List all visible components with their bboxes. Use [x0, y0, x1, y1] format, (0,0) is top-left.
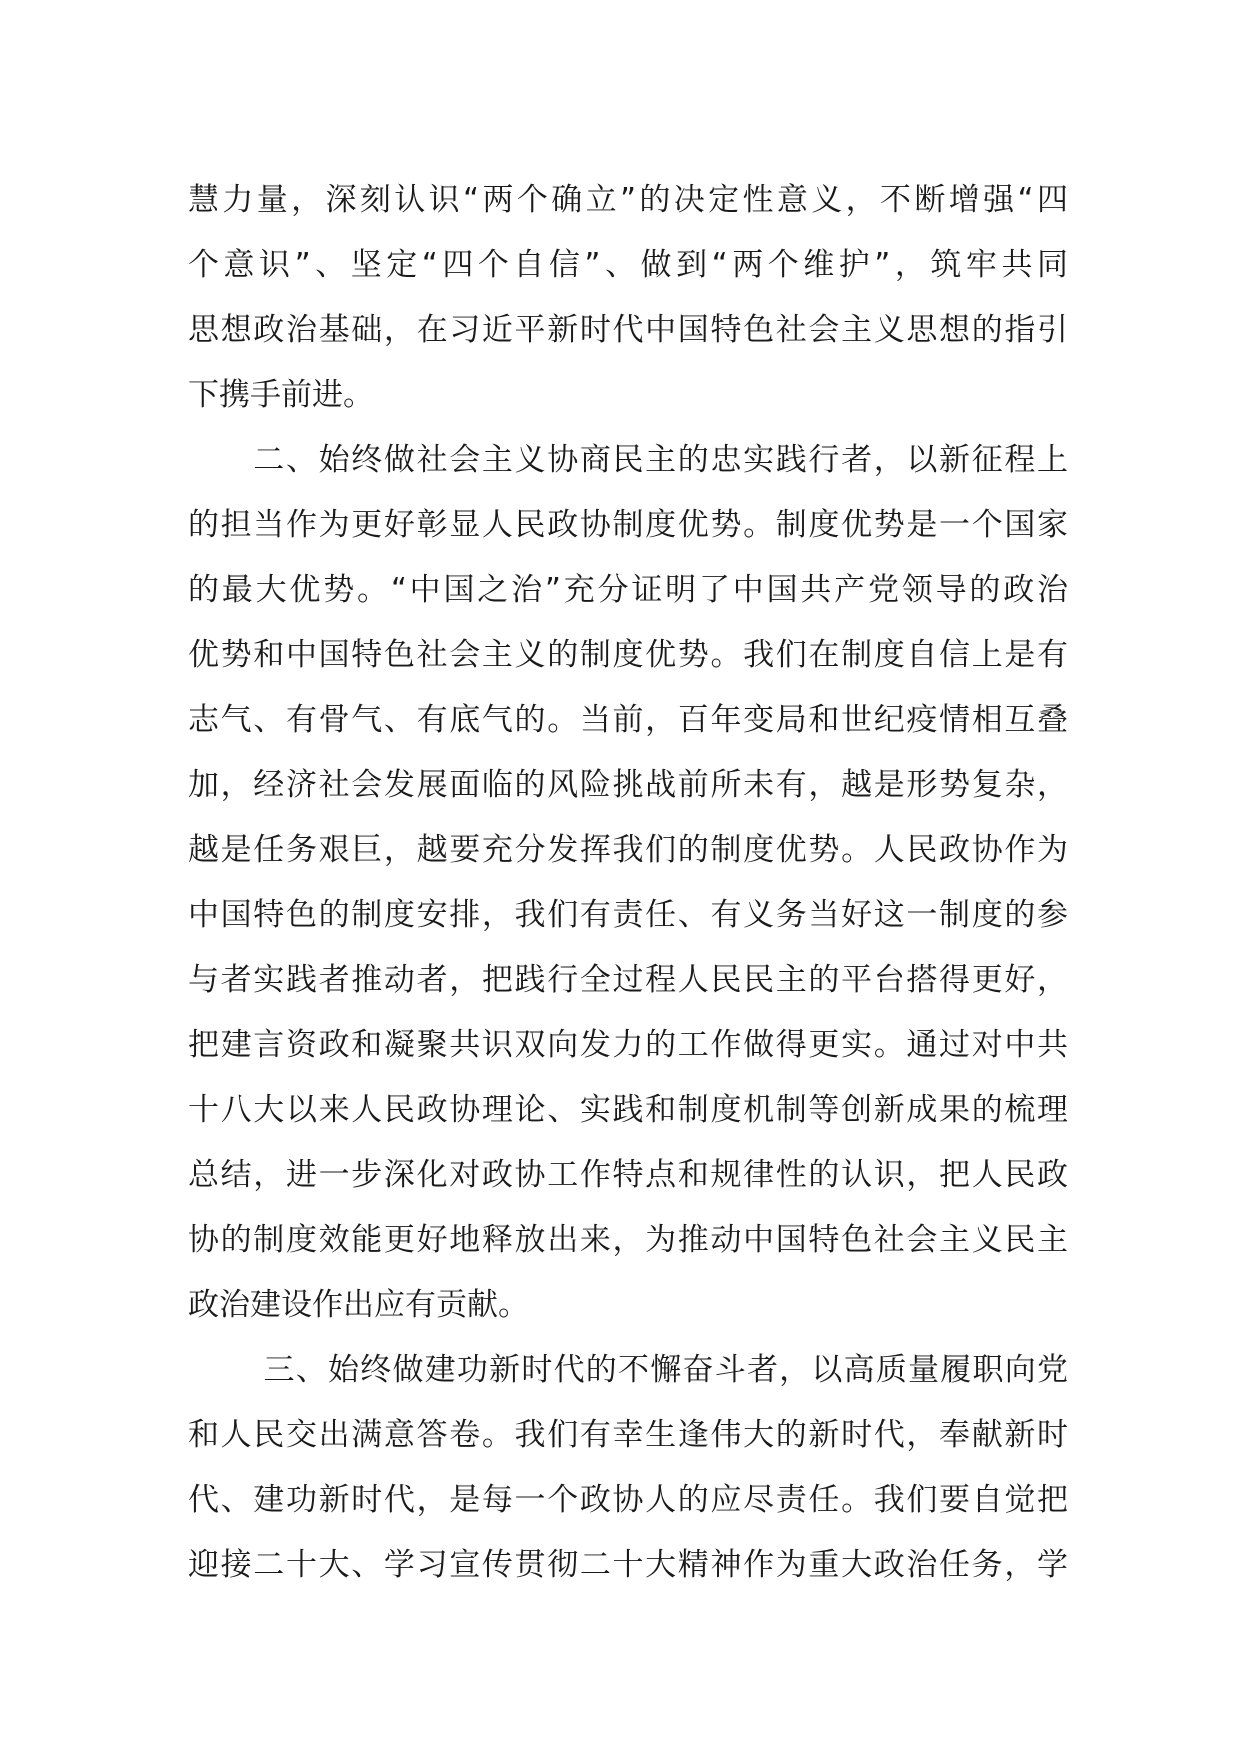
paragraph-2 [188, 428, 1068, 1338]
text-line: 优势和中国特色社会主义的制度优势。我们在制度自信上是有 [188, 637, 1068, 673]
text-line: 的担当作为更好彰显人民政协制度优势。制度优势是一个国家 [188, 507, 1068, 543]
text-line: 的最大优势。“中国之治”充分证明了中国共产党领导的政治 [188, 572, 1068, 608]
text-line: 代、建功新时代，是每一个政协人的应尽责任。我们要自觉把 [188, 1482, 1068, 1518]
text-line: 迎接二十大、学习宣传贯彻二十大精神作为重大政治任务，学 [188, 1547, 1068, 1583]
text-line: 与者实践者推动者，把践行全过程人民民主的平台搭得更好， [188, 962, 1068, 998]
text-line: 慧力量，深刻认识“两个确立”的决定性意义，不断增强“四 [188, 182, 1068, 218]
text-line: 总结，进一步深化对政协工作特点和规律性的认识，把人民政 [188, 1157, 1068, 1193]
body-text [188, 168, 1068, 1598]
text-line: 政治建设作出应有贡献。 [188, 1287, 529, 1323]
text-line: 二、始终做社会主义协商民主的忠实践行者，以新征程上 [188, 442, 1068, 478]
text-line: 越是任务艰巨，越要充分发挥我们的制度优势。人民政协作为 [188, 832, 1068, 868]
paragraph-1 [188, 168, 1068, 428]
text-line: 中国特色的制度安排，我们有责任、有义务当好这一制度的参 [188, 897, 1068, 933]
text-line: 思想政治基础，在习近平新时代中国特色社会主义思想的指引 [188, 312, 1068, 348]
text-line: 十八大以来人民政协理论、实践和制度机制等创新成果的梳理 [188, 1092, 1068, 1128]
text-line: 和人民交出满意答卷。我们有幸生逢伟大的新时代，奉献新时 [188, 1417, 1068, 1453]
text-line: 协的制度效能更好地释放出来，为推动中国特色社会主义民主 [188, 1222, 1068, 1258]
text-line: 加，经济社会发展面临的风险挑战前所未有，越是形势复杂， [188, 767, 1068, 803]
paragraph-3 [188, 1338, 1068, 1598]
text-line: 三、始终做建功新时代的不懈奋斗者，以高质量履职向党 [188, 1352, 1068, 1388]
text-line: 个意识”、坚定“四个自信”、做到“两个维护”，筑牢共同 [188, 247, 1068, 283]
text-line: 把建言资政和凝聚共识双向发力的工作做得更实。通过对中共 [188, 1027, 1068, 1063]
text-line: 志气、有骨气、有底气的。当前，百年变局和世纪疫情相互叠 [188, 702, 1068, 738]
text-line: 下携手前进。 [188, 377, 374, 413]
